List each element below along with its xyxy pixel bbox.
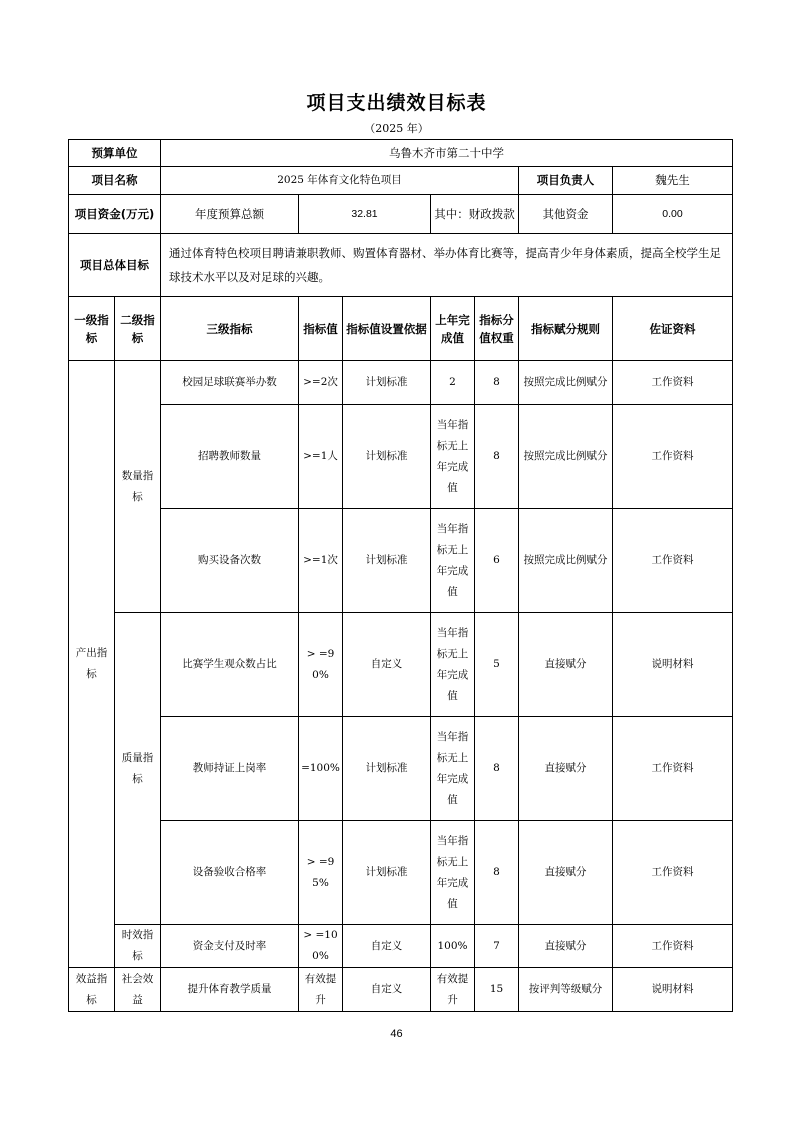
indicator-last-year: 当年指标无上年完成值 xyxy=(431,613,475,717)
group-quantity: 数量指标 xyxy=(115,361,161,613)
group-timeliness: 时效指标 xyxy=(115,925,161,968)
group-benefit: 效益指标 xyxy=(69,968,115,1012)
group-quality: 质量指标 xyxy=(115,613,161,925)
indicator-basis: 自定义 xyxy=(343,968,431,1012)
indicator-evidence: 说明材料 xyxy=(613,968,733,1012)
indicator-value: > =90% xyxy=(299,613,343,717)
project-name-label: 项目名称 xyxy=(69,167,161,195)
header-value: 指标值 xyxy=(299,297,343,361)
header-level1: 一级指标 xyxy=(69,297,115,361)
indicator-name: 校园足球联赛举办数 xyxy=(161,361,299,405)
indicator-evidence: 工作资料 xyxy=(613,717,733,821)
indicator-evidence: 工作资料 xyxy=(613,405,733,509)
indicator-name: 教师持证上岗率 xyxy=(161,717,299,821)
performance-target-table xyxy=(68,139,733,1012)
indicator-name: 购买设备次数 xyxy=(161,509,299,613)
indicator-name: 招聘教师数量 xyxy=(161,405,299,509)
indicator-rule: 按照完成比例赋分 xyxy=(519,509,613,613)
indicator-last-year: 100% xyxy=(431,925,475,968)
indicator-value: > =95% xyxy=(299,821,343,925)
project-leader-value: 魏先生 xyxy=(613,167,733,195)
indicator-evidence: 工作资料 xyxy=(613,361,733,405)
indicator-rule: 直接赋分 xyxy=(519,717,613,821)
indicator-value: =100% xyxy=(299,717,343,821)
funding-label: 项目资金(万元) xyxy=(69,195,161,234)
indicator-value: 有效提升 xyxy=(299,968,343,1012)
indicator-basis: 计划标准 xyxy=(343,405,431,509)
indicator-rule: 按照完成比例赋分 xyxy=(519,361,613,405)
header-rule: 指标赋分规则 xyxy=(519,297,613,361)
indicator-last-year: 当年指标无上年完成值 xyxy=(431,821,475,925)
indicator-value: >=2次 xyxy=(299,361,343,405)
other-funding-value: 0.00 xyxy=(613,195,733,234)
header-last-year: 上年完成值 xyxy=(431,297,475,361)
annual-budget-value: 32.81 xyxy=(299,195,431,234)
indicator-name: 提升体育教学质量 xyxy=(161,968,299,1012)
indicator-weight: 8 xyxy=(475,405,519,509)
header-weight: 指标分值权重 xyxy=(475,297,519,361)
indicator-rule: 按照完成比例赋分 xyxy=(519,405,613,509)
indicator-value: >=1次 xyxy=(299,509,343,613)
indicator-rule: 直接赋分 xyxy=(519,821,613,925)
indicator-basis: 计划标准 xyxy=(343,821,431,925)
indicator-last-year: 有效提升 xyxy=(431,968,475,1012)
annual-budget-label: 年度预算总额 xyxy=(161,195,299,234)
fiscal-label: 其中：财政拨款 xyxy=(431,195,519,234)
indicator-basis: 自定义 xyxy=(343,925,431,968)
document-title: 项目支出绩效目标表 xyxy=(306,92,487,114)
overall-goal-label: 项目总体目标 xyxy=(69,234,161,297)
indicator-last-year: 当年指标无上年完成值 xyxy=(431,405,475,509)
group-output: 产出指标 xyxy=(69,361,115,968)
indicator-basis: 计划标准 xyxy=(343,361,431,405)
document-year: （2025 年） xyxy=(364,122,429,135)
indicator-evidence: 工作资料 xyxy=(613,509,733,613)
budget-unit-label: 预算单位 xyxy=(69,140,161,167)
indicator-evidence: 工作资料 xyxy=(613,821,733,925)
indicator-basis: 自定义 xyxy=(343,613,431,717)
indicator-rule: 按评判等级赋分 xyxy=(519,968,613,1012)
indicator-evidence: 工作资料 xyxy=(613,925,733,968)
indicator-weight: 5 xyxy=(475,613,519,717)
indicator-basis: 计划标准 xyxy=(343,717,431,821)
other-funding-label: 其他资金 xyxy=(519,195,613,234)
indicator-weight: 8 xyxy=(475,361,519,405)
indicator-rule: 直接赋分 xyxy=(519,613,613,717)
group-social: 社会效益 xyxy=(115,968,161,1012)
project-leader-label: 项目负责人 xyxy=(519,167,613,195)
indicator-value: > =100% xyxy=(299,925,343,968)
project-name-value: 2025 年体育文化特色项目 xyxy=(161,167,519,195)
indicator-value: >=1人 xyxy=(299,405,343,509)
header-evidence: 佐证资料 xyxy=(613,297,733,361)
header-level2: 二级指标 xyxy=(115,297,161,361)
indicator-basis: 计划标准 xyxy=(343,509,431,613)
indicator-name: 设备验收合格率 xyxy=(161,821,299,925)
header-basis: 指标值设置依据 xyxy=(343,297,431,361)
indicator-weight: 8 xyxy=(475,821,519,925)
indicator-weight: 6 xyxy=(475,509,519,613)
indicator-weight: 7 xyxy=(475,925,519,968)
header-level3: 三级指标 xyxy=(161,297,299,361)
budget-unit-value: 乌鲁木齐市第二十中学 xyxy=(161,140,733,167)
indicator-weight: 15 xyxy=(475,968,519,1012)
indicator-last-year: 2 xyxy=(431,361,475,405)
indicator-name: 比赛学生观众数占比 xyxy=(161,613,299,717)
indicator-evidence: 说明材料 xyxy=(613,613,733,717)
indicator-name: 资金支付及时率 xyxy=(161,925,299,968)
indicator-last-year: 当年指标无上年完成值 xyxy=(431,717,475,821)
indicator-last-year: 当年指标无上年完成值 xyxy=(431,509,475,613)
indicator-rule: 直接赋分 xyxy=(519,925,613,968)
indicator-weight: 8 xyxy=(475,717,519,821)
overall-goal-text: 通过体育特色校项目聘请兼职教师、购置体育器材、举办体育比赛等，提高青少年身体素质，提高全校学生足球技术水平以及对足球的兴趣。 xyxy=(161,234,733,297)
page-number: 46 xyxy=(390,1028,403,1040)
